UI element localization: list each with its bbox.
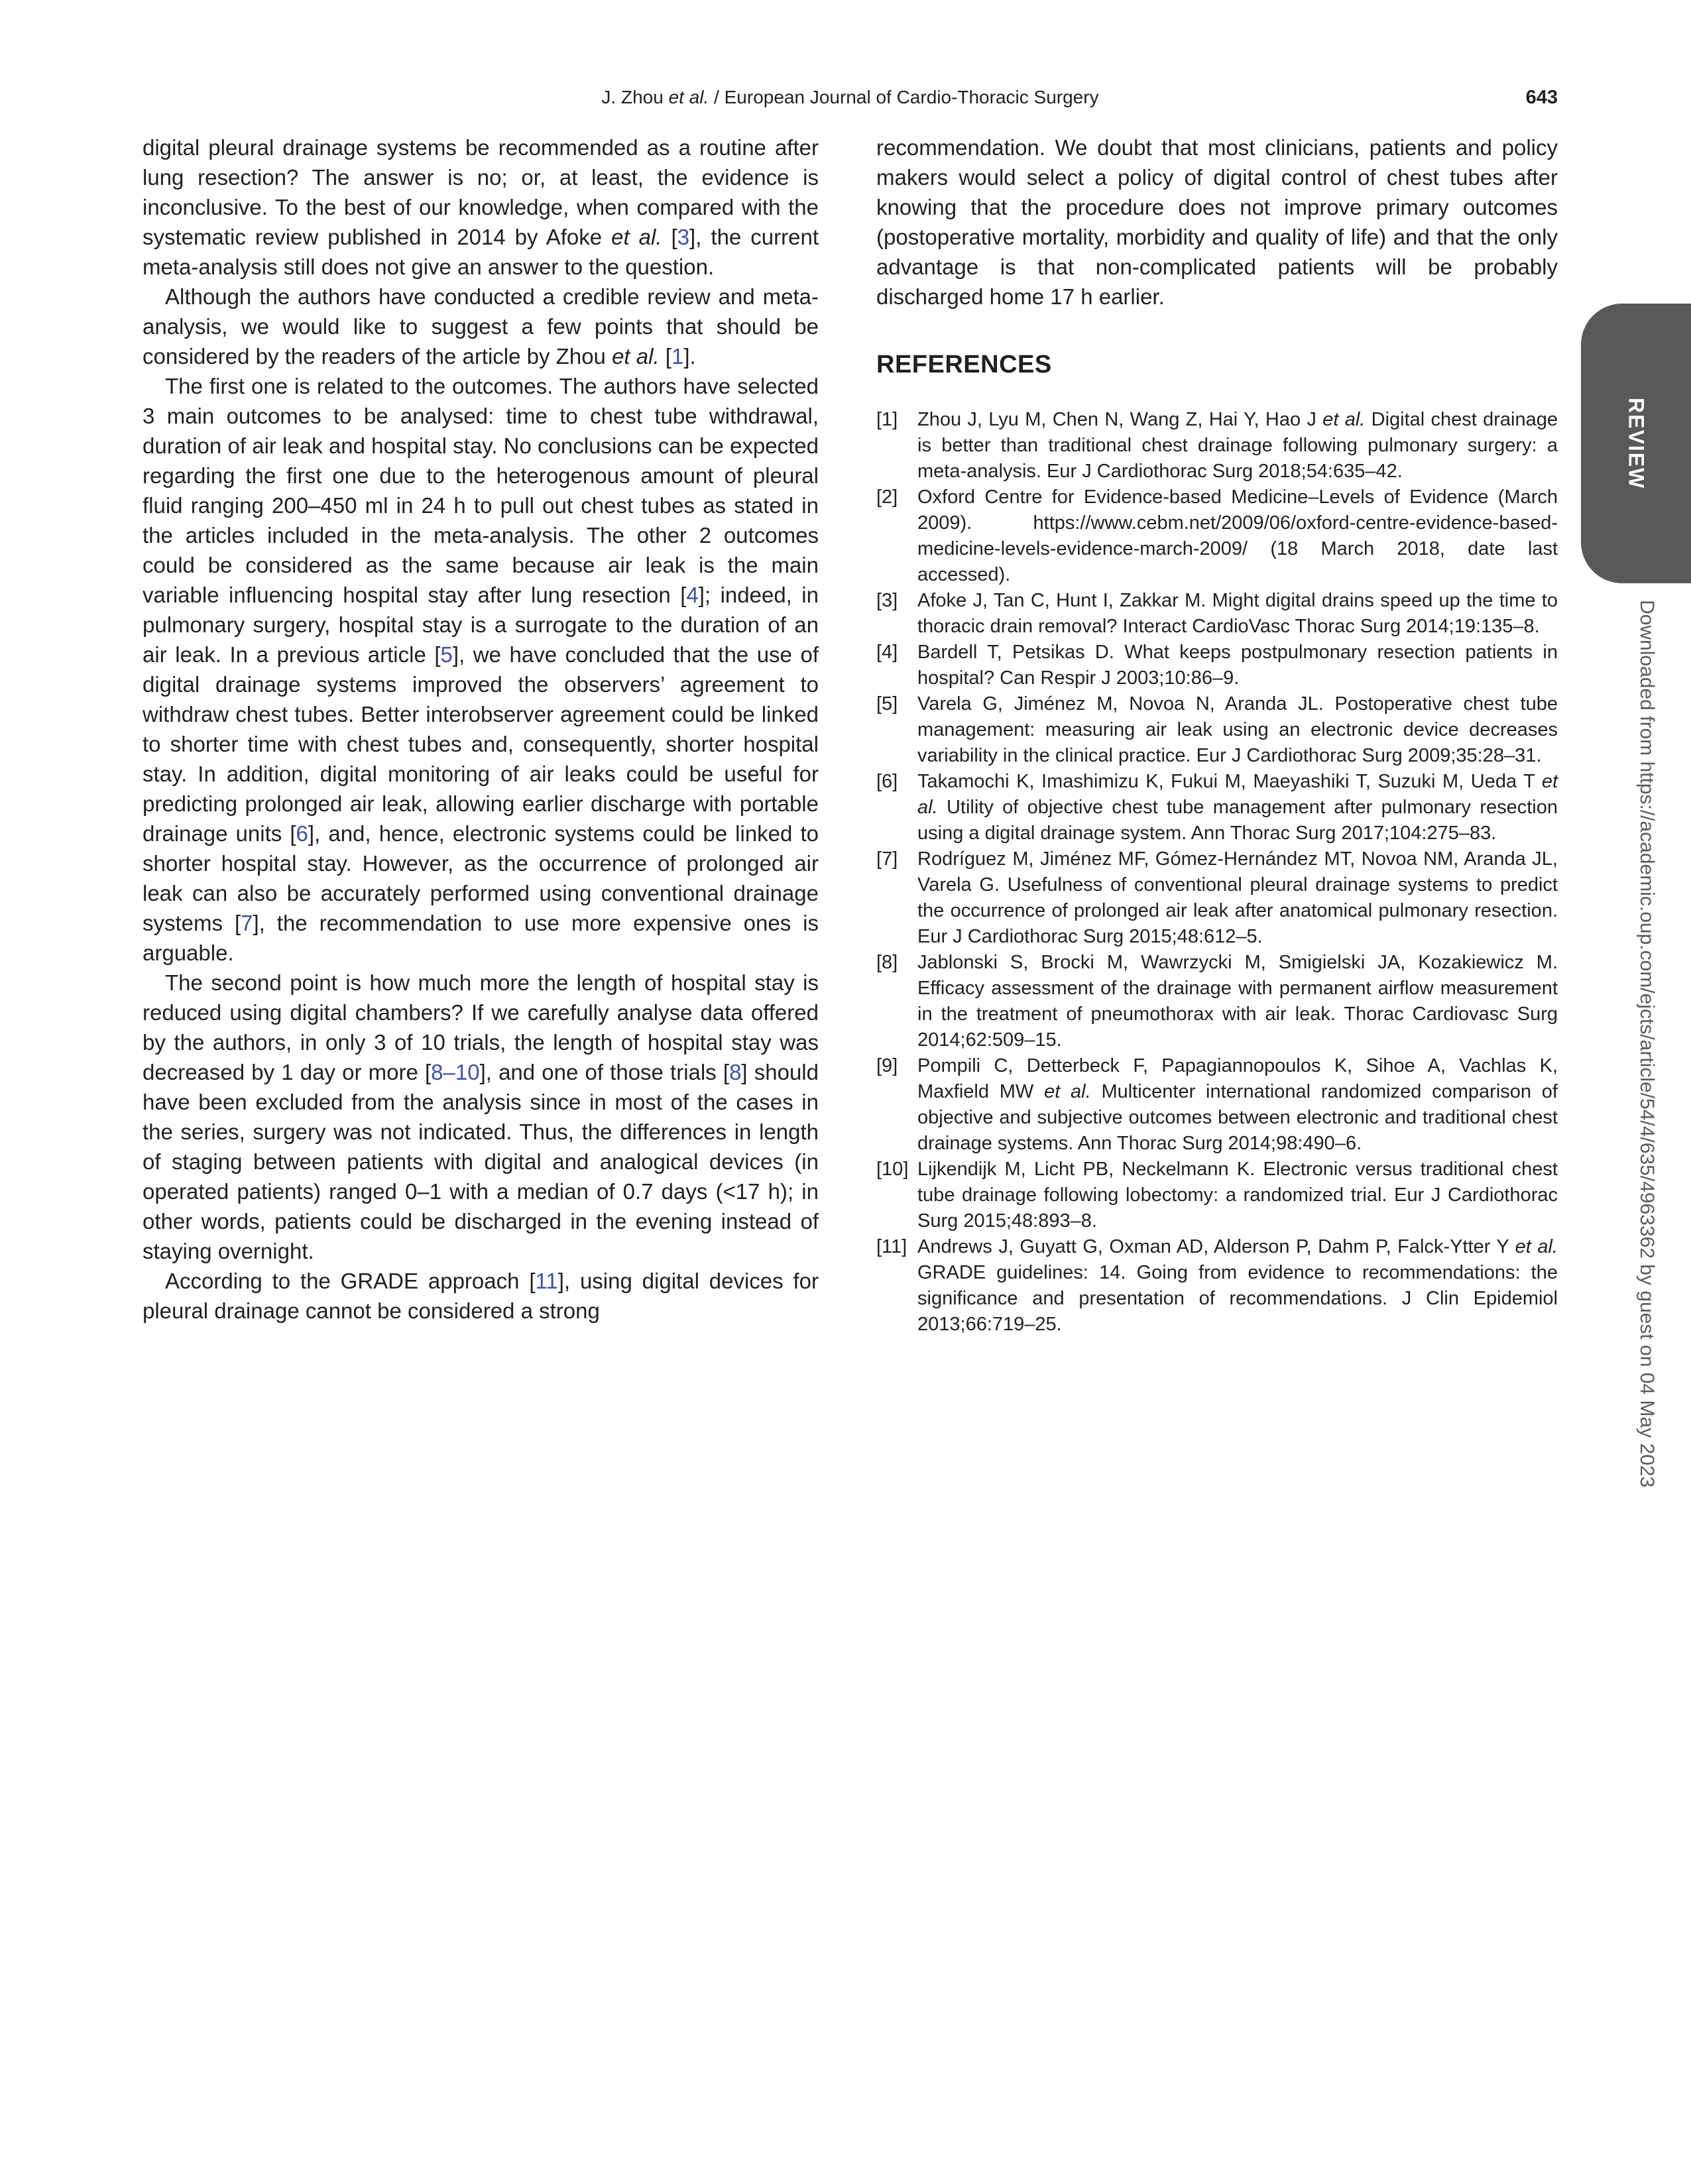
body-paragraph: The first one is related to the outcomes. The authors have selected 3 main outcomes to be analysed: time to chest tube withdrawal, duration of air leak and hospital stay. No conclusions can be expected regarding the first one due to the heterogenous amount of pleural fluid ranging 200–450 ml in 24 h to pull out chest tubes as stated in the articles included in the meta-analysis. The other 2 outcomes could be considered as the same because air leak is the main variable influencing hospital stay after lung resection [4]; indeed, in pulmonary surgery, hospital stay is a surrogate to the duration of an air leak. In a previous article [5], we have concluded that the use of digital drainage systems improved the observers’ agreement to withdraw chest tubes. Better interobserver agreement could be linked to shorter time with chest tubes and, consequently, shorter hospital stay. In addition, digital monitoring of air leaks could be useful for predicting prolonged air leak, allowing earlier discharge with portable drainage units [6], and, hence, electronic systems could be linked to shorter hospital stay. However, as the occurrence of prolonged air leak can also be accurately performed using conventional drainage systems [7], the recommendation to use more expensive ones is arguable. bbox=[143, 374, 819, 965]
citation-link[interactable]: 4 bbox=[686, 583, 699, 607]
reference-item bbox=[876, 1157, 1558, 1234]
reference-item bbox=[876, 769, 1558, 846]
reference-number: [4] bbox=[876, 642, 898, 663]
reference-item bbox=[876, 950, 1558, 1053]
reference-text: Oxford Centre for Evidence-based Medicine–Levels of Evidence (March 2009). https://www.cebm.net/2009/06/oxford-centre-evidence-based-medicine-levels-evidence-march-2009/ (18 March 2018, date last accessed). bbox=[917, 487, 1558, 585]
left-column bbox=[143, 133, 819, 1326]
citation-link[interactable]: 11 bbox=[535, 1269, 558, 1293]
review-tab bbox=[1581, 304, 1691, 583]
body-paragraph: According to the GRADE approach [11], using digital devices for pleural drainage cannot be considered a strong bbox=[143, 1269, 819, 1323]
reference-number: [3] bbox=[876, 590, 898, 611]
reference-number: [6] bbox=[876, 771, 898, 792]
reference-number: [10] bbox=[876, 1159, 909, 1180]
body-paragraph: digital pleural drainage systems be recommended as a routine after lung resection? The answer is no; or, at least, the evidence is inconclusive. To the best of our knowledge, when compared with the systematic review published in 2014 by Afoke et al. [3], the current meta-analysis still does not give an answer to the question. bbox=[143, 135, 819, 279]
reference-text: Afoke J, Tan C, Hunt I, Zakkar M. Might digital drains speed up the time to thoracic drain removal? Interact CardioVasc Thorac Surg 2014;19:135–8. bbox=[917, 590, 1558, 637]
reference-text: Rodríguez M, Jiménez MF, Gómez-Hernández MT, Novoa NM, Aranda JL, Varela G. Usefulness of conventional pleural drainage systems to predict the occurrence of prolonged air leak after anatomical pulmonary resection. Eur J Cardiothorac Surg 2015;48:612–5. bbox=[917, 848, 1558, 947]
reference-text: Varela G, Jiménez M, Novoa N, Aranda JL. Postoperative chest tube management: measuring air leak using an electronic device decreases variability in the clinical practice. Eur J Cardiothorac Surg 2009;35:28–31. bbox=[917, 693, 1558, 766]
reference-item bbox=[876, 588, 1558, 640]
references-heading: REFERENCES bbox=[876, 351, 1052, 378]
citation-link[interactable]: 7 bbox=[241, 911, 253, 935]
reference-item bbox=[876, 846, 1558, 950]
body-paragraph: Although the authors have conducted a credible review and meta-analysis, we would like to suggest a few points that should be considered by the readers of the article by Zhou et al. [1]. bbox=[143, 284, 819, 369]
body-paragraph: recommendation. We doubt that most clinicians, patients and policy makers would select a policy of digital control of chest tubes after knowing that the procedure does not improve primary outcomes (postoperative mortality, morbidity and quality of life) and that the only advantage is that non-complicated patients will be probably discharged home 17 h earlier. bbox=[876, 135, 1558, 309]
reference-text: Pompili C, Detterbeck F, Papagiannopoulos K, Sihoe A, Vachlas K, Maxfield MW et al. Multicenter international randomized comparison of objective and subjective outcomes between electronic and traditional chest drainage systems. Ann Thorac Surg 2014;98:490–6. bbox=[917, 1055, 1558, 1154]
reference-text: Andrews J, Guyatt G, Oxman AD, Alderson P, Dahm P, Falck-Ytter Y et al. GRADE guidelines: 14. Going from evidence to recommendations: the significance and presentation of recommendations. J Clin Epidemiol 2013;66:719–25. bbox=[917, 1236, 1558, 1335]
reference-number: [9] bbox=[876, 1055, 898, 1076]
reference-item bbox=[876, 640, 1558, 691]
reference-item bbox=[876, 485, 1558, 588]
citation-link[interactable]: 6 bbox=[296, 821, 308, 846]
right-column-paragraphs bbox=[876, 133, 1558, 312]
citation-link[interactable]: 3 bbox=[677, 225, 690, 249]
review-tab-label: REVIEW bbox=[1624, 397, 1649, 490]
citation-link[interactable]: 1 bbox=[671, 344, 684, 369]
reference-number: [5] bbox=[876, 693, 898, 715]
reference-item bbox=[876, 691, 1558, 769]
running-head bbox=[143, 86, 1558, 109]
citation-link[interactable]: 5 bbox=[440, 642, 453, 667]
reference-number: [1] bbox=[876, 409, 898, 430]
citation-link[interactable]: 8–10 bbox=[431, 1060, 480, 1084]
page-number: 643 bbox=[1525, 87, 1558, 108]
reference-text: Lijkendijk M, Licht PB, Neckelmann K. Electronic versus traditional chest tube drainage following lobectomy: a randomized trial. Eur J Cardiothorac Surg 2015;48:893–8. bbox=[917, 1159, 1558, 1232]
reference-number: [7] bbox=[876, 848, 898, 870]
reference-text: Jablonski S, Brocki M, Wawrzycki M, Smigielski JA, Kozakiewicz M. Efficacy assessment of the drainage with permanent airflow measurement in the treatment of pneumothorax with air leak. Thorac Cardiovasc Surg 2014;62:509–15. bbox=[917, 952, 1558, 1051]
download-notice: Downloaded from https://academic.oup.com/ejcts/article/54/4/635/4963362 by guest on 04 May 2023 bbox=[1636, 600, 1658, 1488]
running-head-text: J. Zhou et al. / European Journal of Cardio-Thoracic Surgery bbox=[601, 87, 1099, 107]
reference-text: Takamochi K, Imashimizu K, Fukui M, Maeyashiki T, Suzuki M, Ueda T et al. Utility of objective chest tube management after pulmonary resection using a digital drainage system. Ann Thorac Surg 2017;104:275–83. bbox=[917, 771, 1558, 844]
references-list bbox=[876, 407, 1558, 1338]
reference-text: Zhou J, Lyu M, Chen N, Wang Z, Hai Y, Hao J et al. Digital chest drainage is better than traditional chest drainage following pulmonary surgery: a meta-analysis. Eur J Cardiothorac Surg 2018;54:635–42. bbox=[917, 409, 1558, 482]
reference-text: Bardell T, Petsikas D. What keeps postpulmonary resection patients in hospital? Can Respir J 2003;10:86–9. bbox=[917, 642, 1558, 689]
reference-number: [8] bbox=[876, 952, 898, 973]
right-column bbox=[876, 133, 1558, 1338]
reference-number: [11] bbox=[876, 1236, 907, 1257]
reference-item bbox=[876, 1234, 1558, 1338]
body-paragraph: The second point is how much more the length of hospital stay is reduced using digital chambers? If we carefully analyse data offered by the authors, in only 3 of 10 trials, the length of hospital stay was decreased by 1 day or more [8–10], and one of those trials [8] should have been excluded from the analysis since in most of the cases in the series, surgery was not indicated. Thus, the differences in length of staging between patients with digital and analogical devices (in operated patients) ranged 0–1 with a median of 0.7 days (<17 h); in other words, patients could be discharged in the evening instead of staying overnight. bbox=[143, 970, 819, 1263]
reference-item bbox=[876, 1053, 1558, 1157]
reference-item bbox=[876, 407, 1558, 485]
reference-number: [2] bbox=[876, 487, 898, 508]
citation-link[interactable]: 8 bbox=[729, 1060, 742, 1084]
